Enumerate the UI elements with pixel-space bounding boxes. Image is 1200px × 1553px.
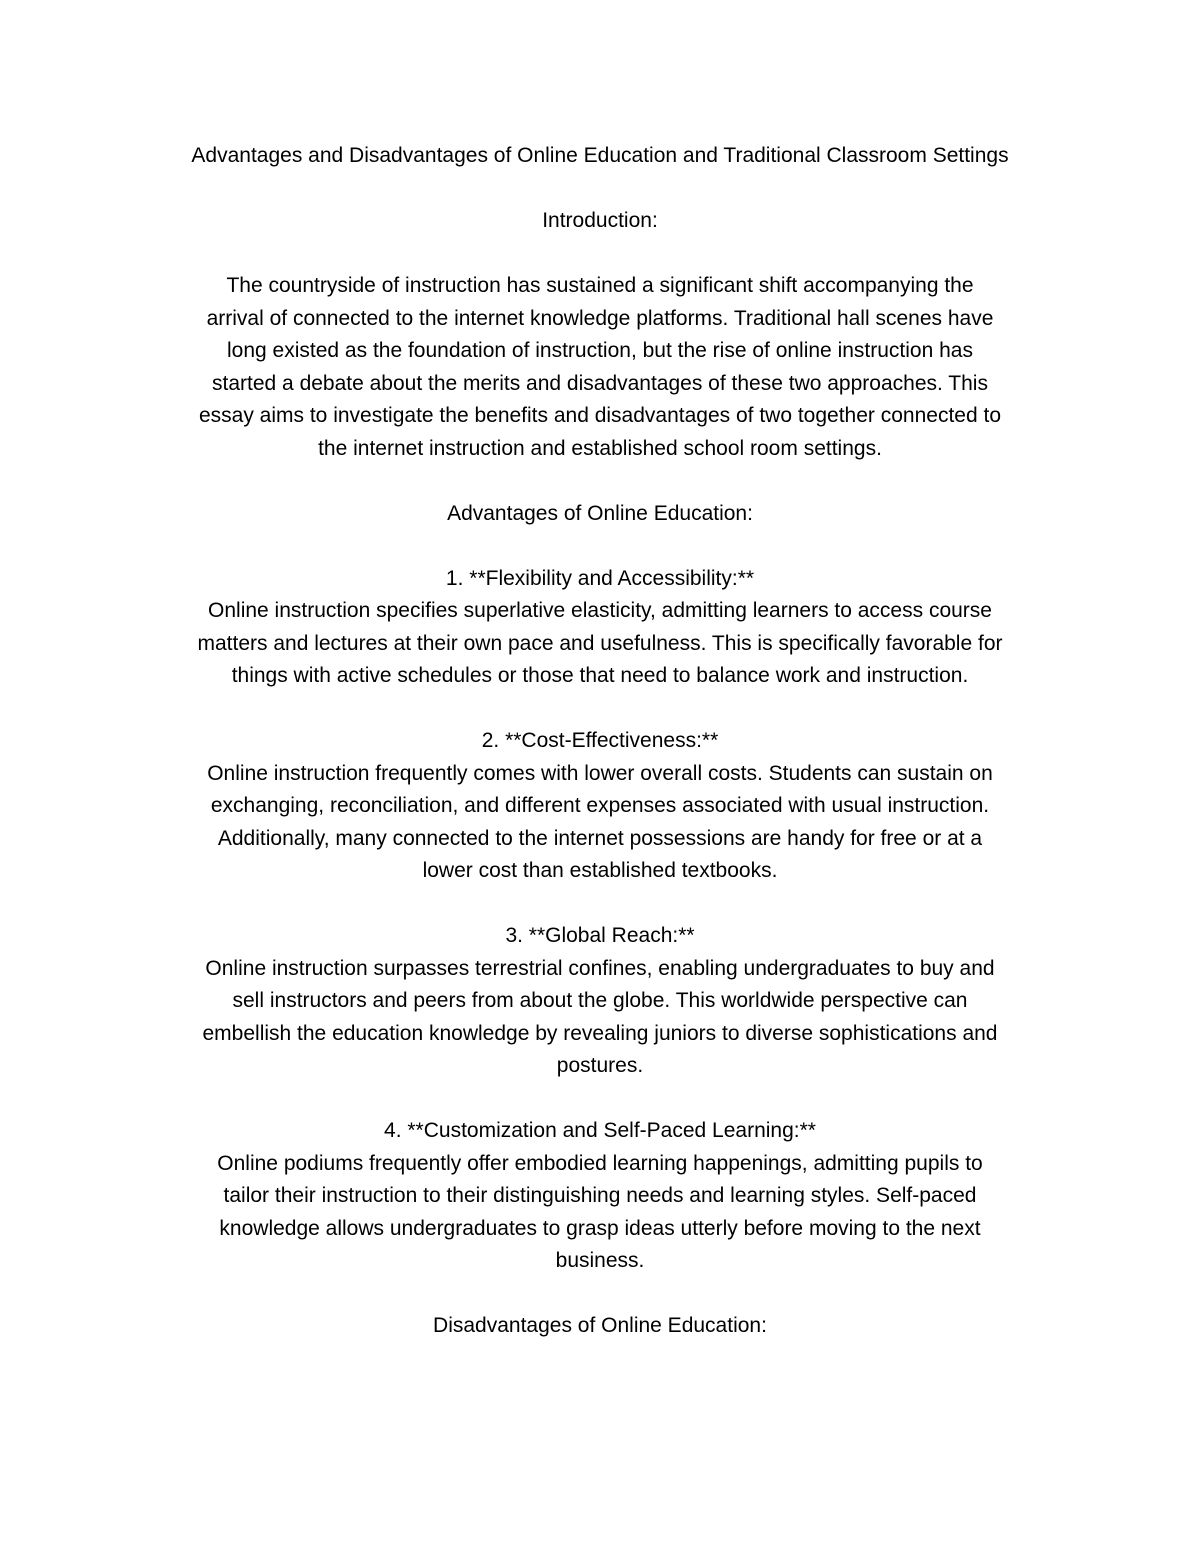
text-line: Online podiums frequently offer embodied learning happenings, admitting pupils to: [217, 1151, 983, 1175]
text-line: business.: [555, 1249, 645, 1272]
intro-heading: Introduction:: [542, 209, 658, 232]
advantage-item-4: [140, 1115, 1060, 1278]
text-line: Online instruction specifies superlative elasticity, admitting learners to access course: [208, 599, 992, 622]
text-line: The countryside of instruction has sustained a significant shift accompanying the: [226, 274, 974, 297]
text-line: lower cost than established textbooks.: [422, 859, 778, 882]
document-title: Advantages and Disadvantages of Online Education and Traditional Classroom Settings: [191, 144, 1009, 167]
disadvantages-heading: Disadvantages of Online Education:: [433, 1314, 767, 1337]
intro-paragraph: [140, 270, 1060, 465]
text-line: Online instruction frequently comes with lower overall costs. Students can sustain on: [207, 761, 993, 785]
text-line: Online instruction surpasses terrestrial confines, enabling undergraduates to buy and: [205, 956, 995, 980]
text-line: exchanging, reconciliation, and different expenses associated with usual instruction.: [210, 794, 990, 817]
text-line: tailor their instruction to their distinguishing needs and learning styles. Self-paced: [223, 1184, 977, 1207]
advantage-item-2: [140, 725, 1060, 888]
document-body: [140, 140, 1060, 1343]
text-line: knowledge allows undergraduates to grasp ideas utterly before moving to the next: [219, 1216, 981, 1240]
advantage-item-1: [140, 563, 1060, 693]
advantage-heading: 2. **Cost-Effectiveness:**: [481, 729, 719, 752]
text-line: arrival of connected to the internet knowledge platforms. Traditional hall scenes have: [206, 306, 994, 330]
advantages-heading: Advantages of Online Education:: [447, 501, 753, 525]
text-line: matters and lectures at their own pace and usefulness. This is specifically favorable for: [197, 631, 1003, 655]
advantage-heading: 3. **Global Reach:**: [505, 924, 695, 947]
text-line: postures.: [556, 1054, 644, 1077]
advantage-heading: 4. **Customization and Self-Paced Learning:**: [384, 1119, 816, 1142]
advantage-heading: 1. **Flexibility and Accessibility:**: [445, 566, 755, 590]
text-line: sell instructors and peers from about the globe. This worldwide perspective can: [232, 989, 968, 1012]
text-line: embellish the education knowledge by revealing juniors to diverse sophistications and: [202, 1021, 998, 1045]
text-line: Additionally, many connected to the internet possessions are handy for free or at a: [217, 826, 983, 850]
text-line: things with active schedules or those that need to balance work and instruction.: [231, 664, 969, 687]
text-line: long existed as the foundation of instruction, but the rise of online instruction has: [227, 339, 973, 362]
text-line: the internet instruction and established school room settings.: [318, 436, 882, 460]
advantage-item-3: [140, 920, 1060, 1083]
text-line: essay aims to investigate the benefits and disadvantages of two together connected to: [198, 404, 1001, 427]
text-line: started a debate about the merits and disadvantages of these two approaches. This: [212, 371, 988, 395]
